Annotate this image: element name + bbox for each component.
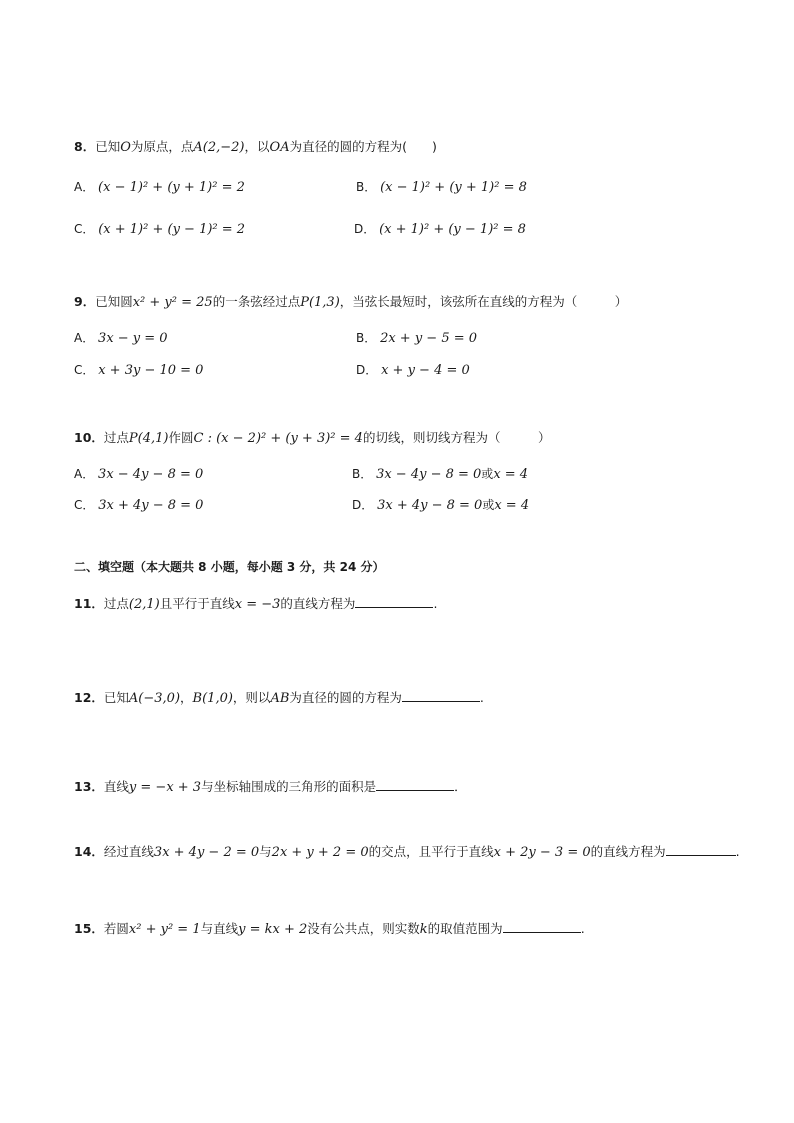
option-a[interactable]: A． (x − 1)² + (y + 1)² = 2	[74, 180, 245, 195]
question-number: 12．	[74, 690, 104, 705]
question-14: 14．经过直线3x + 4y − 2 = 0与2x + y + 2 = 0的交点，且平行于直线x + 2y − 3 = 0的直线方程为 .	[74, 844, 740, 860]
math-expr: x² + y² = 25	[132, 295, 213, 310]
question-12: 12．已知A(−3,0)，B(1,0)，则以AB为直径的圆的方程为 .	[74, 690, 484, 706]
option-d[interactable]: D． (x + 1)² + (y − 1)² = 8	[354, 222, 526, 237]
answer-blank[interactable]	[355, 594, 433, 608]
option-c[interactable]: C． 3x + 4y − 8 = 0	[74, 498, 204, 513]
question-number: 11．	[74, 596, 104, 611]
option-a[interactable]: A． 3x − 4y − 8 = 0	[74, 467, 204, 482]
question-number: 13．	[74, 779, 104, 794]
option-c[interactable]: C． (x + 1)² + (y − 1)² = 2	[74, 222, 246, 237]
question-13: 13．直线y = −x + 3与坐标轴围成的三角形的面积是 ．	[74, 779, 467, 795]
option-b[interactable]: B． 2x + y − 5 = 0	[356, 331, 478, 346]
question-10-stem: 10．过点P(4,1)作圆C : (x − 2)² + (y + 3)² = 4的切线，则切线方程为（ ）	[74, 430, 551, 446]
option-d[interactable]: D． 3x + 4y − 8 = 0或x = 4	[352, 498, 530, 513]
math-expr: OA	[269, 140, 290, 155]
option-b[interactable]: B． 3x − 4y − 8 = 0或x = 4	[352, 467, 529, 482]
question-number: 10．	[74, 430, 104, 445]
option-a[interactable]: A． 3x − y = 0	[74, 331, 168, 346]
math-expr: P(4,1)	[128, 431, 169, 446]
math-expr: A(2,−2)	[193, 140, 245, 155]
answer-blank[interactable]	[503, 919, 581, 933]
question-8-stem: 8．已知O为原点，点A(2,−2)，以OA为直径的圆的方程为( )	[74, 139, 437, 155]
math-expr: C : (x − 2)² + (y + 3)² = 4	[193, 431, 363, 446]
answer-blank[interactable]	[402, 688, 480, 702]
math-expr: O	[120, 140, 131, 155]
question-9-stem: 9．已知圆x² + y² = 25的一条弦经过点P(1,3)，当弦长最短时，该弦所在直线的方程为（ ）	[74, 294, 628, 310]
option-c[interactable]: C． x + 3y − 10 = 0	[74, 363, 204, 378]
answer-blank[interactable]	[376, 777, 454, 791]
math-expr: P(1,3)	[300, 295, 340, 310]
option-b[interactable]: B． (x − 1)² + (y + 1)² = 8	[356, 180, 527, 195]
question-number: 9．	[74, 294, 96, 309]
question-number: 8．	[74, 139, 96, 154]
question-11: 11．过点(2,1)且平行于直线x = −3的直线方程为 .	[74, 596, 438, 612]
question-15: 15．若圆x² + y² = 1与直线y = kx + 2没有公共点，则实数k的取值范围为 .	[74, 921, 585, 937]
answer-blank[interactable]	[666, 842, 736, 856]
question-number: 15．	[74, 921, 104, 936]
section-title: 二、填空题（本大题共 8 小题，每小题 3 分，共 24 分）	[74, 560, 385, 574]
question-number: 14．	[74, 844, 104, 859]
option-d[interactable]: D． x + y − 4 = 0	[356, 363, 470, 378]
